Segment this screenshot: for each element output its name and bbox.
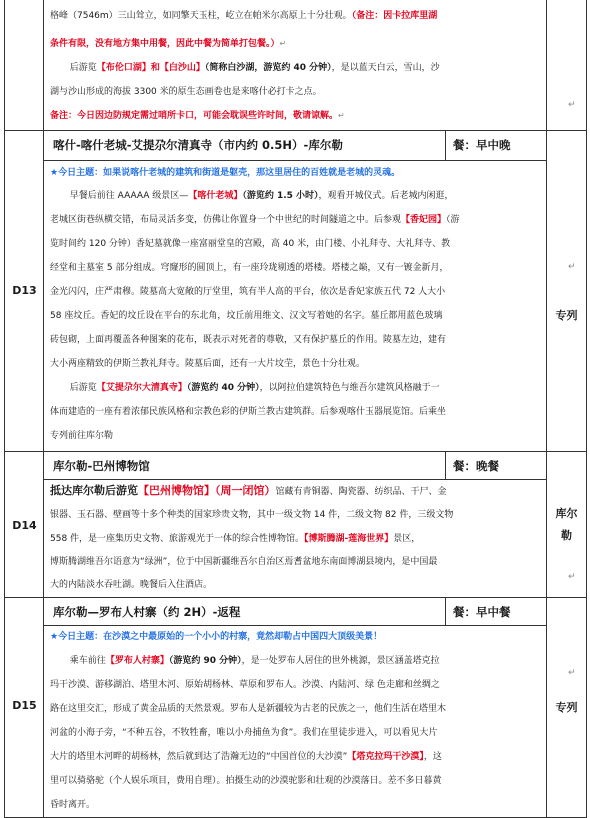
d13-text: 后游览	[69, 383, 97, 393]
d15-transport-label: 专列	[555, 701, 578, 714]
d14-text: 大的内陆淡水吞吐湖。晚餐后入住酒店。	[50, 580, 213, 590]
d14-day-label: D14	[12, 519, 37, 532]
d12-note-label: 备注	[50, 111, 69, 121]
d15-text: 乘车前往	[69, 656, 106, 666]
d13-title: 喀什-喀什老城-艾提尕尔清真寺（市内约 0.5H）-库尔勒	[53, 138, 343, 152]
d12-line-4	[50, 82, 542, 103]
d13-transport-label: 专列	[555, 309, 578, 322]
d13-text: 砖包砌，上面再覆盖各种图案的花布，既表示对死者的尊敬，又有保护墓丘的作用。陵墓左边，建有	[50, 335, 447, 345]
d14-attraction: 【博斯腾湖-莲海世界】	[304, 534, 394, 544]
d13-line-10	[50, 402, 542, 423]
right-column	[546, 0, 587, 818]
d13-text: 老城区街巷纵横交错，布局灵活多变，仿佛让你置身一个中世纪的时间隧道之中。后参观	[50, 215, 402, 225]
d13-line-4	[50, 258, 542, 279]
d13-attraction: 【喀什老城】	[188, 191, 243, 201]
d12-text: 湖与沙山形成的海拔 3300 米的原生态画卷也是来喀什必打卡之点。	[50, 87, 322, 97]
d14-line-4	[50, 552, 542, 573]
d15-text: 里可以骑骆驼（个人娱乐项目，费用自理）。拍摄生动的沙漠驼影和壮观的沙漠落日。差不多日暮黄	[50, 776, 442, 786]
d12-line-1	[50, 6, 542, 27]
d15-text: 河盆的小海子旁，“不种五谷，不牧牲畜，唯以小舟捕鱼为食”。我们在里徒步进入，可以看见大片	[50, 728, 438, 738]
d13-text: ，观看开城仪式。后老城内闲逛，	[318, 191, 454, 201]
d12-line-3	[50, 58, 542, 79]
d14-line-3	[50, 529, 542, 550]
d13-text: 体而建造的一座有着浓郁民族风格和宗教色彩的伊斯兰教古建筑群。后参观喀什玉器展览馆。后乘坐	[50, 407, 447, 417]
d13-text: （游	[446, 215, 460, 225]
d12-text: ，是以蓝天白云，雪山，沙	[331, 63, 440, 73]
d15-line-1	[50, 651, 542, 672]
d13-text: 专列前往库尔勒	[50, 431, 114, 441]
day-column	[5, 0, 44, 818]
d15-text: 昏时离开。	[50, 800, 96, 810]
meal-divider	[445, 597, 446, 625]
d15-text: 玛干沙漠、游移湖泊、塔里木河、原始胡杨林、草原和罗布人。沙漠、内陆河、绿 色走廊和丝绸之	[50, 680, 440, 690]
d15-line-4	[50, 723, 542, 744]
d14-text: 银器、玉石器、壁画等十多个种类的国家珍贵文物，其中一级文物 14 件，二级文物 82 件，三级文物	[50, 510, 454, 520]
d12-note-text: ：今日因边防规定需过哨所卡口，可能会耽误些许时间，敬请谅解。	[68, 111, 339, 121]
d13-line-6	[50, 306, 542, 327]
d13-text: 金光闪闪，庄严肃穆。陵墓高大宽敞的厅堂里，筑有半人高的平台，依次是香妃家族五代 72 人大小	[50, 287, 446, 297]
d13-line-8	[50, 354, 542, 375]
d14-text: 景区，	[393, 534, 421, 544]
d15-theme: ★今日主题：在沙漠之中最原始的一个小小的村寨，竟然却勒占中国四大顶级美景！	[50, 632, 383, 642]
d13-line-5	[50, 282, 542, 303]
d13-line-7	[50, 330, 542, 351]
itinerary-table	[4, 0, 587, 818]
d12-attraction: 【布伦口湖】和【白沙山】	[96, 63, 205, 73]
d15-text: 大片的塔里木河畔的胡杨林，然后就到达了浩瀚无边的“中国首位的大沙漠”	[50, 752, 348, 762]
d12-note-red: 条件有限，没有地方集中用餐，因此中餐为简单打包餐。）	[50, 39, 280, 49]
row-divider	[5, 451, 586, 452]
return-mark: ↵	[279, 39, 287, 48]
d13-line-3	[50, 234, 542, 255]
d15-attraction: 【塔克拉玛干沙漠】	[347, 752, 424, 762]
d14-meal: 餐：晚餐	[453, 459, 499, 473]
d13-meal: 餐：早中晚	[453, 138, 511, 152]
return-mark: ↵	[568, 668, 576, 678]
d15-highlight	[50, 627, 542, 648]
d15-text: 路在这里交汇，形成了黄金品质的天然景观。罗布人是新疆较为古老的民族之一，他们生活在塔里木	[50, 704, 447, 714]
d15-line-7	[50, 795, 542, 816]
return-mark: ↵	[338, 111, 345, 120]
return-mark: ↵	[568, 572, 576, 582]
d15-line-6	[50, 771, 542, 792]
d14-text: 博斯腾湖维吾尔语意为“绿洲”，位于中国新疆维吾尔自治区焉耆盆地东南面博湖县境内，是中国最	[50, 557, 438, 567]
d13-line-1	[50, 186, 542, 207]
return-mark: ↵	[568, 262, 576, 272]
d15-meal: 餐：早中餐	[453, 605, 511, 619]
d12-line-2	[50, 34, 542, 55]
d15-line-5	[50, 747, 542, 768]
d15-title: 库尔勒—罗布人村寨（约 2H）-返程	[53, 605, 241, 619]
d14-line-1	[50, 481, 542, 503]
d15-day-label: D15	[12, 699, 37, 712]
meal-divider	[445, 130, 446, 160]
row-divider	[44, 625, 546, 626]
d13-theme: ★今日主题：如果说喀什老城的建筑和街道是躯壳，那这里居住的百姓就是老城的灵魂。	[50, 168, 401, 178]
d13-text: 早餐后前往 AAAAA 级景区—	[69, 191, 189, 201]
d14-title: 库尔勒-巴州博物馆	[53, 459, 150, 473]
d15-line-2	[50, 675, 542, 696]
row-divider	[5, 597, 586, 598]
d13-attraction: 【香妃园】	[401, 215, 447, 225]
d14-transport-label: 库尔勒	[555, 507, 578, 542]
d12-note-red: （备注：因卡拉库里湖	[351, 11, 438, 21]
d12-text: 格峰（7546m）三山耸立，如同擎天玉柱，屹立在帕米尔高原上十分壮观。	[50, 11, 352, 21]
return-mark: ↵	[568, 100, 576, 110]
d13-text: ，以阿拉伯建筑特色与维吾尔建筑风格融于一	[259, 383, 440, 393]
d15-duration: （游览约 90 分钟）	[168, 656, 242, 666]
d14-text: 馆藏有青铜器、陶瓷器、纺织品、干尸、金	[275, 487, 447, 497]
d13-attraction: 【艾提尕尔大清真寺】	[96, 383, 187, 393]
d13-line-2	[50, 210, 542, 231]
d14-line-2	[50, 505, 542, 526]
d15-attraction: 【罗布人村寨】	[105, 656, 169, 666]
row-divider	[44, 160, 546, 161]
d13-line-9	[50, 378, 542, 399]
d14-text: 抵达库尔勒后游览	[50, 484, 138, 497]
d13-highlight	[50, 163, 542, 184]
d13-duration: （游览约 1.5 小时）	[242, 191, 319, 201]
d12-note	[50, 106, 542, 127]
d13-text: 经堂和主墓室 5 部分组成。穹窿形的圆顶上，有一座玲珑剔透的塔楼。塔楼之巅，又有一镀金新月，	[50, 263, 449, 273]
d13-day-label: D13	[12, 284, 37, 297]
d15-line-3	[50, 699, 542, 720]
meal-divider	[445, 451, 446, 479]
d13-line-11	[50, 426, 542, 447]
d14-line-5	[50, 575, 542, 596]
d14-text: 558 件，是一座集历史文物、旅游观光于一体的综合性博物馆。	[50, 534, 305, 544]
d13-text: 58 座坟丘。香妃的坟丘设在平台的东北角，坟丘前用维文、汉文写着她的名字。墓丘都用蓝色玻璃	[50, 311, 443, 321]
d13-text: 览时间约 120 分钟）香妃墓就像一座富丽堂皇的宫殿，高 40 米，由门楼、小礼拜寺、大礼拜寺、教	[50, 239, 451, 249]
d13-duration: （游览约 40 分钟）	[186, 383, 260, 393]
row-divider	[44, 479, 546, 480]
d12-duration: （简称白沙湖，游览约 40 分钟）	[204, 63, 332, 73]
row-divider	[5, 130, 586, 131]
d13-text: 大小两座精致的伊斯兰教礼拜寺。陵墓后面，还有一大片坟茔，景色十分壮观。	[50, 359, 366, 369]
d12-text: 后游览	[69, 63, 97, 73]
d14-attraction: 【巴州博物馆】（周一闭馆）	[138, 484, 276, 497]
d15-text: ，是一处罗布人居住的世外桃源，景区涵盖塔克拉	[241, 656, 440, 666]
d15-text: ，这	[423, 752, 442, 762]
